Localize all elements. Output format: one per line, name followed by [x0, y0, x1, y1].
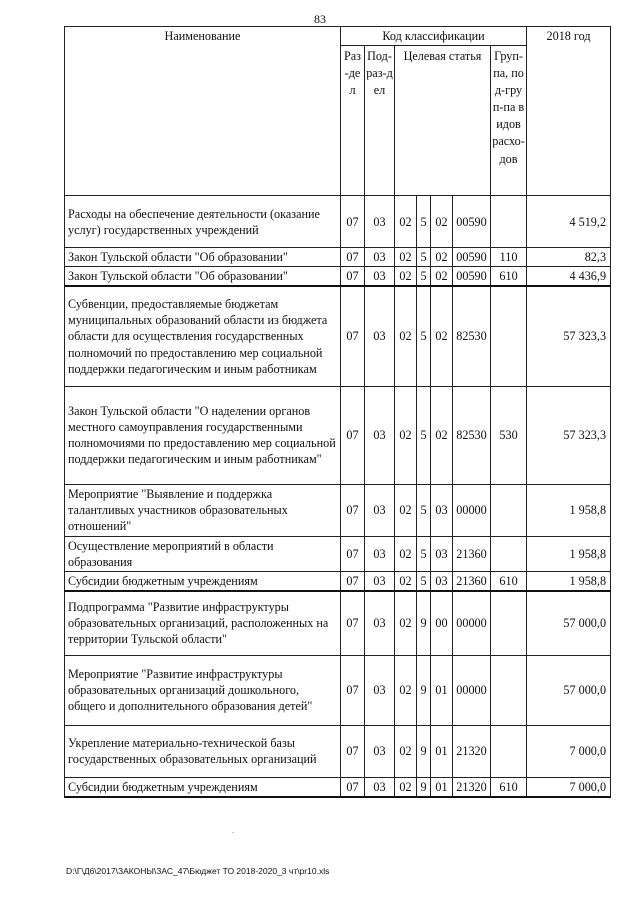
row-target-2: 9: [417, 725, 431, 777]
footer-filepath: D:\Г\Д6\2017\ЗАКОНЫ\ЗАС_47\Бюджет ТО 2018-2020_3 чт\pr10.xls: [66, 866, 330, 876]
row-target-3: 03: [431, 484, 453, 536]
row-target-3: 03: [431, 571, 453, 591]
row-target-2: 5: [417, 571, 431, 591]
header-target: Целевая статья: [395, 46, 491, 196]
row-name: Расходы на обеспечение деятельности (оказание услуг) государственных учреждений: [65, 196, 341, 248]
row-razdel: 07: [341, 196, 365, 248]
row-group: [491, 484, 527, 536]
row-sum: 57 323,3: [527, 286, 611, 386]
row-sum: 57 000,0: [527, 655, 611, 725]
row-podrazdel: 03: [365, 536, 395, 571]
row-name: Субсидии бюджетным учреждениям: [65, 571, 341, 591]
table-row: [65, 196, 611, 248]
row-group: 110: [491, 248, 527, 267]
row-podrazdel: 03: [365, 267, 395, 287]
table-row: [65, 777, 611, 797]
row-target-4: 82530: [453, 286, 491, 386]
table-row: [65, 386, 611, 484]
row-target-4: 21320: [453, 725, 491, 777]
row-razdel: 07: [341, 386, 365, 484]
row-name: Мероприятие "Выявление и поддержка талантливых участников образовательных отношений": [65, 484, 341, 536]
row-name: Осуществление мероприятий в области образования: [65, 536, 341, 571]
row-target-2: 9: [417, 777, 431, 797]
row-sum: 57 323,3: [527, 386, 611, 484]
row-name: Субвенции, предоставляемые бюджетам муниципальных образований области из бюджета области для осуществления государственных полномочий по предоставлению мер социальной поддержки педагогическим и иным работникам: [65, 286, 341, 386]
budget-table: [64, 26, 611, 798]
header-year: 2018 год: [527, 27, 611, 196]
row-target-4: 00000: [453, 484, 491, 536]
row-razdel: 07: [341, 267, 365, 287]
row-target-1: 02: [395, 484, 417, 536]
table-row: [65, 286, 611, 386]
row-target-3: 02: [431, 196, 453, 248]
row-podrazdel: 03: [365, 777, 395, 797]
row-target-2: 9: [417, 591, 431, 655]
table-row: [65, 725, 611, 777]
table-row: [65, 484, 611, 536]
row-target-4: 82530: [453, 386, 491, 484]
row-podrazdel: 03: [365, 386, 395, 484]
header-group: Груп-па, под-груп-па видов расхо-дов: [491, 46, 527, 196]
row-razdel: 07: [341, 286, 365, 386]
table-row: [65, 536, 611, 571]
row-podrazdel: 03: [365, 286, 395, 386]
row-target-3: 02: [431, 248, 453, 267]
row-group: [491, 196, 527, 248]
page-number: 83: [314, 12, 326, 26]
header-name: Наименование: [65, 27, 341, 196]
row-target-1: 02: [395, 591, 417, 655]
row-target-2: 5: [417, 196, 431, 248]
row-name: Закон Тульской области "О наделении органов местного самоуправления государственными полномочиями по предоставлению мер социальной поддержки педагогическим и иным работникам": [65, 386, 341, 484]
row-name: Подпрограмма "Развитие инфраструктуры образовательных организаций, расположенных на территории Тульской области": [65, 591, 341, 655]
row-name: Субсидии бюджетным учреждениям: [65, 777, 341, 797]
row-target-2: 5: [417, 248, 431, 267]
row-name: Закон Тульской области "Об образовании": [65, 267, 341, 287]
row-podrazdel: 03: [365, 725, 395, 777]
row-podrazdel: 03: [365, 248, 395, 267]
row-sum: 4 519,2: [527, 196, 611, 248]
row-name: Мероприятие "Развитие инфраструктуры образовательных организаций дошкольного, общего и дополнительного образования детей": [65, 655, 341, 725]
header-razdel: Раз-дел: [341, 46, 365, 196]
row-group: 610: [491, 267, 527, 287]
table-row: [65, 571, 611, 591]
row-group: [491, 286, 527, 386]
row-razdel: 07: [341, 571, 365, 591]
table-row: [65, 591, 611, 655]
row-group: [491, 725, 527, 777]
row-target-1: 02: [395, 655, 417, 725]
row-razdel: 07: [341, 484, 365, 536]
row-target-1: 02: [395, 536, 417, 571]
row-podrazdel: 03: [365, 655, 395, 725]
row-target-2: 5: [417, 286, 431, 386]
row-target-4: 00590: [453, 267, 491, 287]
row-podrazdel: 03: [365, 484, 395, 536]
row-sum: 1 958,8: [527, 536, 611, 571]
row-target-3: 02: [431, 286, 453, 386]
row-target-1: 02: [395, 286, 417, 386]
row-podrazdel: 03: [365, 571, 395, 591]
row-razdel: 07: [341, 591, 365, 655]
row-target-4: 00000: [453, 591, 491, 655]
row-target-4: 21360: [453, 571, 491, 591]
row-target-1: 02: [395, 248, 417, 267]
table-row: [65, 655, 611, 725]
row-sum: 57 000,0: [527, 591, 611, 655]
row-target-2: 5: [417, 386, 431, 484]
row-target-1: 02: [395, 196, 417, 248]
row-razdel: 07: [341, 655, 365, 725]
row-target-2: 5: [417, 484, 431, 536]
table-row: [65, 267, 611, 287]
row-sum: 1 958,8: [527, 484, 611, 536]
row-target-4: 00590: [453, 196, 491, 248]
row-target-3: 02: [431, 267, 453, 287]
row-target-1: 02: [395, 725, 417, 777]
row-group: 530: [491, 386, 527, 484]
row-target-4: 21360: [453, 536, 491, 571]
row-razdel: 07: [341, 536, 365, 571]
row-razdel: 07: [341, 777, 365, 797]
row-group: [491, 536, 527, 571]
row-razdel: 07: [341, 248, 365, 267]
header-code: Код классификации: [341, 27, 527, 46]
row-target-1: 02: [395, 777, 417, 797]
row-target-4: 00000: [453, 655, 491, 725]
row-target-2: 5: [417, 267, 431, 287]
row-target-4: 00590: [453, 248, 491, 267]
stray-mark: .: [232, 825, 235, 835]
table-row: [65, 248, 611, 267]
row-sum: 82,3: [527, 248, 611, 267]
row-target-3: 01: [431, 655, 453, 725]
row-target-3: 03: [431, 536, 453, 571]
row-target-3: 01: [431, 725, 453, 777]
header-podrazdel: Под-раз-дел: [365, 46, 395, 196]
row-target-3: 01: [431, 777, 453, 797]
row-sum: 1 958,8: [527, 571, 611, 591]
row-target-1: 02: [395, 267, 417, 287]
row-podrazdel: 03: [365, 591, 395, 655]
row-sum: 4 436,9: [527, 267, 611, 287]
row-target-3: 02: [431, 386, 453, 484]
row-name: Укрепление материально-технической базы государственных образовательных организаций: [65, 725, 341, 777]
row-target-1: 02: [395, 571, 417, 591]
row-razdel: 07: [341, 725, 365, 777]
row-sum: 7 000,0: [527, 777, 611, 797]
row-target-4: 21320: [453, 777, 491, 797]
row-group: 610: [491, 571, 527, 591]
row-group: 610: [491, 777, 527, 797]
row-name: Закон Тульской области "Об образовании": [65, 248, 341, 267]
row-group: [491, 655, 527, 725]
row-target-2: 9: [417, 655, 431, 725]
row-target-3: 00: [431, 591, 453, 655]
row-target-2: 5: [417, 536, 431, 571]
row-target-1: 02: [395, 386, 417, 484]
row-sum: 7 000,0: [527, 725, 611, 777]
row-group: [491, 591, 527, 655]
row-podrazdel: 03: [365, 196, 395, 248]
